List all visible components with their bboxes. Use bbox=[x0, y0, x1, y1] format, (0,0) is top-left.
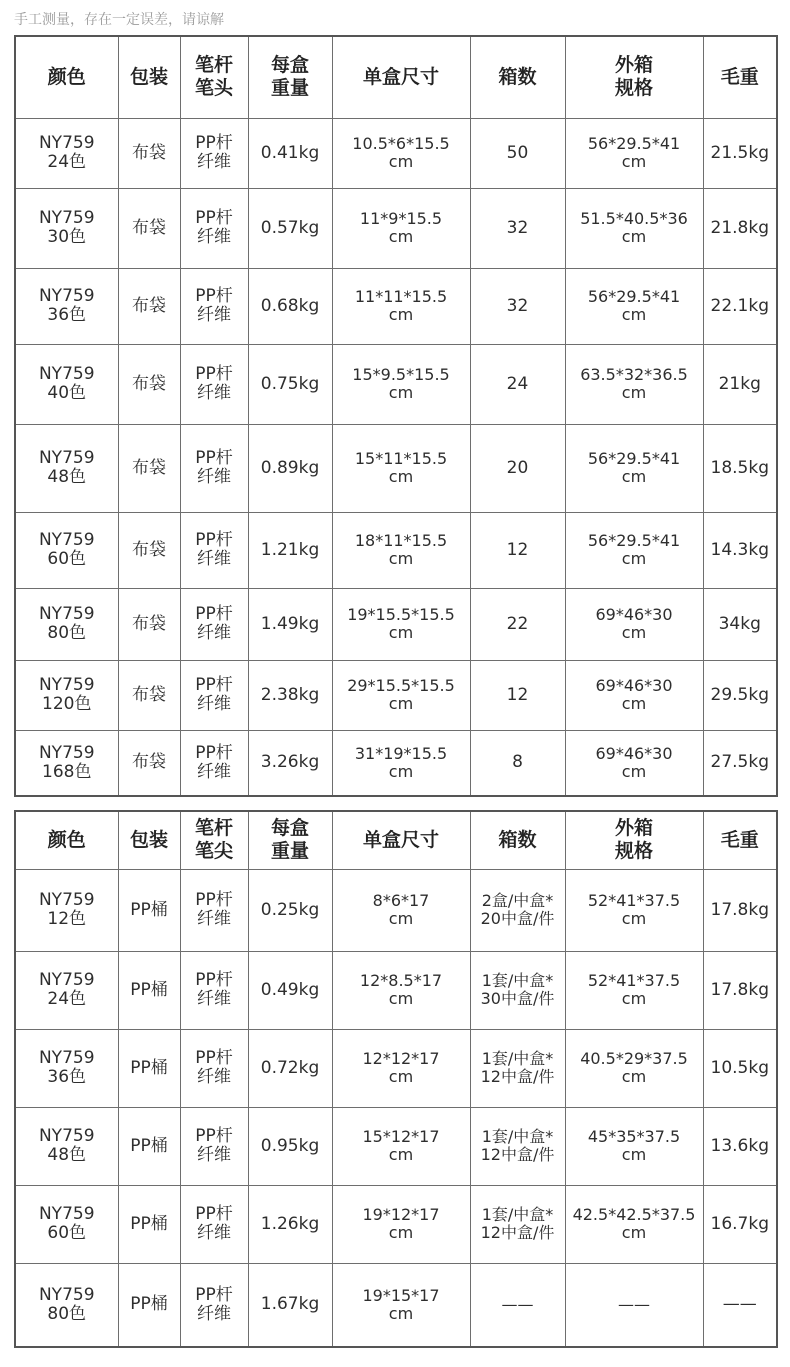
table-row bbox=[15, 188, 777, 268]
header-pen-barrel-tip: 笔杆 笔尖 bbox=[180, 811, 248, 869]
cell-gross-weight: 13.6kg bbox=[703, 1107, 777, 1185]
cell-packaging: PP桶 bbox=[118, 951, 180, 1029]
header-color: 颜色 bbox=[15, 36, 118, 118]
cell-color: NY759 40色 bbox=[15, 344, 118, 424]
cell-gross-weight: 27.5kg bbox=[703, 730, 777, 796]
cell-carton-spec: —— bbox=[565, 1263, 703, 1347]
cell-box-weight: 0.95kg bbox=[248, 1107, 332, 1185]
table-row bbox=[15, 1185, 777, 1263]
table-row bbox=[15, 1029, 777, 1107]
cell-gross-weight: —— bbox=[703, 1263, 777, 1347]
header-color: 颜色 bbox=[15, 811, 118, 869]
cell-box-weight: 1.21kg bbox=[248, 512, 332, 588]
header-carton-spec: 外箱 规格 bbox=[565, 811, 703, 869]
cell-carton-spec: 69*46*30 cm bbox=[565, 660, 703, 730]
cell-color: NY759 120色 bbox=[15, 660, 118, 730]
cell-pen-barrel-tip: PP杆 纤维 bbox=[180, 869, 248, 951]
cell-carton-spec: 56*29.5*41 cm bbox=[565, 512, 703, 588]
cell-box-weight: 0.89kg bbox=[248, 424, 332, 512]
cell-color: NY759 60色 bbox=[15, 1185, 118, 1263]
cell-box-size: 29*15.5*15.5 cm bbox=[332, 660, 470, 730]
cell-carton-spec: 56*29.5*41 cm bbox=[565, 118, 703, 188]
cell-packaging: 布袋 bbox=[118, 118, 180, 188]
cell-gross-weight: 21.8kg bbox=[703, 188, 777, 268]
table-row bbox=[15, 660, 777, 730]
table-row bbox=[15, 588, 777, 660]
cell-box-count: 2盒/中盒* 20中盒/件 bbox=[470, 869, 565, 951]
cell-packaging: PP桶 bbox=[118, 869, 180, 951]
cell-box-weight: 0.75kg bbox=[248, 344, 332, 424]
table-row bbox=[15, 869, 777, 951]
cell-color: NY759 30色 bbox=[15, 188, 118, 268]
cell-box-size: 12*8.5*17 cm bbox=[332, 951, 470, 1029]
cell-box-weight: 0.68kg bbox=[248, 268, 332, 344]
cell-pen-barrel-tip: PP杆 纤维 bbox=[180, 118, 248, 188]
table-header-row bbox=[15, 36, 777, 118]
cell-box-count: 22 bbox=[470, 588, 565, 660]
cell-box-size: 15*11*15.5 cm bbox=[332, 424, 470, 512]
cell-packaging: 布袋 bbox=[118, 188, 180, 268]
cell-pen-barrel-tip: PP杆 纤维 bbox=[180, 951, 248, 1029]
cell-box-count: 1套/中盒* 12中盒/件 bbox=[470, 1107, 565, 1185]
cell-pen-barrel-tip: PP杆 纤维 bbox=[180, 660, 248, 730]
cell-box-size: 19*15.5*15.5 cm bbox=[332, 588, 470, 660]
cell-box-count: 20 bbox=[470, 424, 565, 512]
cell-box-count: 1套/中盒* 30中盒/件 bbox=[470, 951, 565, 1029]
cell-gross-weight: 29.5kg bbox=[703, 660, 777, 730]
header-gross-weight: 毛重 bbox=[703, 811, 777, 869]
cell-box-size: 11*9*15.5 cm bbox=[332, 188, 470, 268]
cell-carton-spec: 56*29.5*41 cm bbox=[565, 268, 703, 344]
cell-box-weight: 0.49kg bbox=[248, 951, 332, 1029]
cell-box-size: 19*15*17 cm bbox=[332, 1263, 470, 1347]
cell-gross-weight: 14.3kg bbox=[703, 512, 777, 588]
cell-box-size: 19*12*17 cm bbox=[332, 1185, 470, 1263]
cell-box-count: 8 bbox=[470, 730, 565, 796]
cell-color: NY759 80色 bbox=[15, 1263, 118, 1347]
table-row bbox=[15, 268, 777, 344]
header-box-count: 箱数 bbox=[470, 36, 565, 118]
header-box-weight: 每盒 重量 bbox=[248, 811, 332, 869]
cell-pen-barrel-tip: PP杆 纤维 bbox=[180, 1029, 248, 1107]
header-box-count: 箱数 bbox=[470, 811, 565, 869]
cell-pen-barrel-tip: PP杆 纤维 bbox=[180, 730, 248, 796]
cell-pen-barrel-tip: PP杆 纤维 bbox=[180, 588, 248, 660]
cell-color: NY759 12色 bbox=[15, 869, 118, 951]
cell-gross-weight: 17.8kg bbox=[703, 869, 777, 951]
header-pen-barrel-tip: 笔杆 笔头 bbox=[180, 36, 248, 118]
cell-box-count: 32 bbox=[470, 188, 565, 268]
cell-pen-barrel-tip: PP杆 纤维 bbox=[180, 1107, 248, 1185]
cell-box-count: 12 bbox=[470, 660, 565, 730]
cell-carton-spec: 56*29.5*41 cm bbox=[565, 424, 703, 512]
cell-packaging: 布袋 bbox=[118, 588, 180, 660]
cell-carton-spec: 63.5*32*36.5 cm bbox=[565, 344, 703, 424]
cell-box-count: 1套/中盒* 12中盒/件 bbox=[470, 1029, 565, 1107]
table-row bbox=[15, 424, 777, 512]
cell-color: NY759 48色 bbox=[15, 1107, 118, 1185]
cell-box-size: 11*11*15.5 cm bbox=[332, 268, 470, 344]
cell-box-size: 8*6*17 cm bbox=[332, 869, 470, 951]
cell-pen-barrel-tip: PP杆 纤维 bbox=[180, 424, 248, 512]
cell-pen-barrel-tip: PP杆 纤维 bbox=[180, 512, 248, 588]
cell-carton-spec: 52*41*37.5 cm bbox=[565, 951, 703, 1029]
cell-packaging: 布袋 bbox=[118, 424, 180, 512]
cell-color: NY759 36色 bbox=[15, 268, 118, 344]
cell-gross-weight: 21.5kg bbox=[703, 118, 777, 188]
cell-box-size: 15*12*17 cm bbox=[332, 1107, 470, 1185]
cell-box-count: 1套/中盒* 12中盒/件 bbox=[470, 1185, 565, 1263]
cell-packaging: 布袋 bbox=[118, 730, 180, 796]
cell-color: NY759 36色 bbox=[15, 1029, 118, 1107]
cell-pen-barrel-tip: PP杆 纤维 bbox=[180, 1185, 248, 1263]
cell-gross-weight: 16.7kg bbox=[703, 1185, 777, 1263]
table-row bbox=[15, 1107, 777, 1185]
cell-box-weight: 0.41kg bbox=[248, 118, 332, 188]
cell-box-weight: 2.38kg bbox=[248, 660, 332, 730]
cell-color: NY759 24色 bbox=[15, 118, 118, 188]
header-box-size: 单盒尺寸 bbox=[332, 36, 470, 118]
cell-box-count: 12 bbox=[470, 512, 565, 588]
cell-gross-weight: 17.8kg bbox=[703, 951, 777, 1029]
cell-box-size: 31*19*15.5 cm bbox=[332, 730, 470, 796]
cell-pen-barrel-tip: PP杆 纤维 bbox=[180, 344, 248, 424]
cell-color: NY759 168色 bbox=[15, 730, 118, 796]
header-carton-spec: 外箱 规格 bbox=[565, 36, 703, 118]
header-box-weight: 每盒 重量 bbox=[248, 36, 332, 118]
cell-box-weight: 1.67kg bbox=[248, 1263, 332, 1347]
cell-pen-barrel-tip: PP杆 纤维 bbox=[180, 268, 248, 344]
cell-gross-weight: 18.5kg bbox=[703, 424, 777, 512]
cell-gross-weight: 34kg bbox=[703, 588, 777, 660]
cell-packaging: PP桶 bbox=[118, 1029, 180, 1107]
spec-table-cloth-bag bbox=[14, 35, 778, 797]
cell-carton-spec: 51.5*40.5*36 cm bbox=[565, 188, 703, 268]
cell-box-size: 15*9.5*15.5 cm bbox=[332, 344, 470, 424]
table-row bbox=[15, 512, 777, 588]
cell-gross-weight: 21kg bbox=[703, 344, 777, 424]
cell-packaging: PP桶 bbox=[118, 1185, 180, 1263]
cell-packaging: PP桶 bbox=[118, 1263, 180, 1347]
header-packaging: 包装 bbox=[118, 811, 180, 869]
cell-box-weight: 1.49kg bbox=[248, 588, 332, 660]
cell-carton-spec: 52*41*37.5 cm bbox=[565, 869, 703, 951]
cell-box-weight: 0.25kg bbox=[248, 869, 332, 951]
header-packaging: 包装 bbox=[118, 36, 180, 118]
header-box-size: 单盒尺寸 bbox=[332, 811, 470, 869]
table-row bbox=[15, 730, 777, 796]
cell-box-weight: 0.72kg bbox=[248, 1029, 332, 1107]
table-row bbox=[15, 951, 777, 1029]
cell-box-weight: 3.26kg bbox=[248, 730, 332, 796]
cell-packaging: 布袋 bbox=[118, 268, 180, 344]
cell-packaging: 布袋 bbox=[118, 660, 180, 730]
cell-box-count: 32 bbox=[470, 268, 565, 344]
cell-pen-barrel-tip: PP杆 纤维 bbox=[180, 188, 248, 268]
table-row bbox=[15, 118, 777, 188]
cell-packaging: 布袋 bbox=[118, 344, 180, 424]
cell-gross-weight: 22.1kg bbox=[703, 268, 777, 344]
cell-box-count: 50 bbox=[470, 118, 565, 188]
cell-packaging: 布袋 bbox=[118, 512, 180, 588]
measurement-note: 手工测量，存在一定误差，请谅解 bbox=[14, 12, 224, 28]
cell-box-count: —— bbox=[470, 1263, 565, 1347]
cell-carton-spec: 42.5*42.5*37.5 cm bbox=[565, 1185, 703, 1263]
cell-box-size: 12*12*17 cm bbox=[332, 1029, 470, 1107]
spec-table-pp-bucket bbox=[14, 810, 778, 1348]
cell-gross-weight: 10.5kg bbox=[703, 1029, 777, 1107]
cell-box-weight: 1.26kg bbox=[248, 1185, 332, 1263]
table-header-row bbox=[15, 811, 777, 869]
table-row bbox=[15, 1263, 777, 1347]
cell-carton-spec: 40.5*29*37.5 cm bbox=[565, 1029, 703, 1107]
header-gross-weight: 毛重 bbox=[703, 36, 777, 118]
cell-color: NY759 24色 bbox=[15, 951, 118, 1029]
cell-box-size: 10.5*6*15.5 cm bbox=[332, 118, 470, 188]
cell-color: NY759 80色 bbox=[15, 588, 118, 660]
cell-pen-barrel-tip: PP杆 纤维 bbox=[180, 1263, 248, 1347]
cell-color: NY759 48色 bbox=[15, 424, 118, 512]
cell-packaging: PP桶 bbox=[118, 1107, 180, 1185]
cell-carton-spec: 45*35*37.5 cm bbox=[565, 1107, 703, 1185]
cell-box-count: 24 bbox=[470, 344, 565, 424]
cell-color: NY759 60色 bbox=[15, 512, 118, 588]
cell-carton-spec: 69*46*30 cm bbox=[565, 730, 703, 796]
cell-box-size: 18*11*15.5 cm bbox=[332, 512, 470, 588]
table-row bbox=[15, 344, 777, 424]
cell-box-weight: 0.57kg bbox=[248, 188, 332, 268]
cell-carton-spec: 69*46*30 cm bbox=[565, 588, 703, 660]
